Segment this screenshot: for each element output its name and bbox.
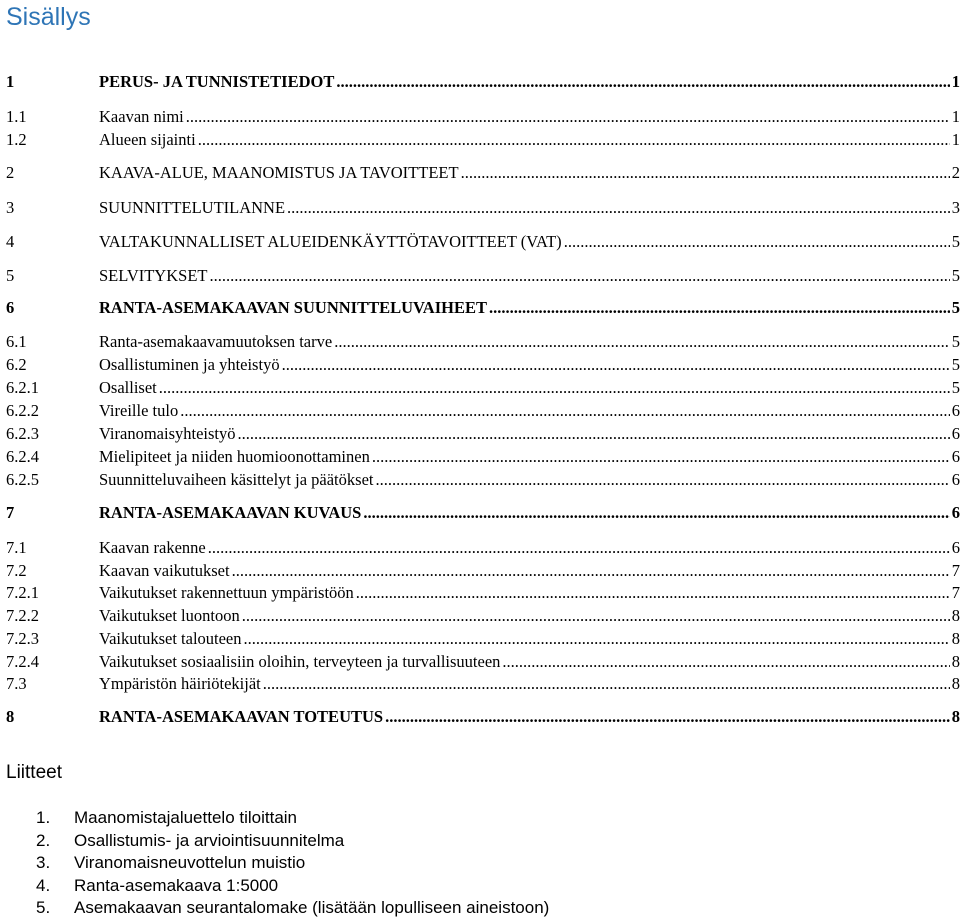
toc-entry-number: 5 <box>6 266 15 285</box>
toc-entry-title: RANTA-ASEMAKAAVAN SUUNNITTELUVAIHEET <box>99 298 487 317</box>
toc-entry[interactable] <box>6 652 960 674</box>
toc-leader-dots <box>363 503 949 523</box>
toc-entry-title: RANTA-ASEMAKAAVAN TOTEUTUS <box>99 707 384 726</box>
toc-entry-number: 6.2.3 <box>6 424 39 443</box>
toc-entry[interactable] <box>6 355 960 377</box>
toc-entry-number: 7.2.4 <box>6 652 39 671</box>
toc-entry-title: Vaikutukset rakennettuun ympäristöön <box>99 583 354 602</box>
toc-entry-number: 6 <box>6 298 15 317</box>
toc-entry-page: 8 <box>951 629 960 648</box>
toc-leader-dots <box>180 401 950 421</box>
toc-entry[interactable] <box>6 163 960 185</box>
toc-entry-number: 1.1 <box>6 107 27 126</box>
toc-entry-page: 8 <box>951 606 960 625</box>
toc-entry[interactable] <box>6 629 960 651</box>
toc-leader-dots <box>336 72 949 92</box>
toc-entry-page: 5 <box>951 332 960 351</box>
attachment-item <box>36 898 549 921</box>
toc-entry[interactable] <box>6 401 960 423</box>
toc-entry-page: 5 <box>951 378 960 397</box>
toc-entry-number: 7.2.3 <box>6 629 39 648</box>
attachments-heading: Liitteet <box>6 762 62 783</box>
toc-entry[interactable] <box>6 707 960 729</box>
toc-entry[interactable] <box>6 198 960 220</box>
toc-entry-page: 7 <box>951 583 960 602</box>
toc-entry-page: 6 <box>951 401 960 420</box>
toc-entry-number: 7.3 <box>6 674 27 693</box>
toc-entry-number: 6.2.5 <box>6 470 39 489</box>
toc-leader-dots <box>461 163 950 183</box>
toc-entry[interactable] <box>6 674 960 696</box>
toc-leader-dots <box>238 424 950 444</box>
toc-entry-number: 1.2 <box>6 130 27 149</box>
toc-entry[interactable] <box>6 298 960 320</box>
toc-entry[interactable] <box>6 130 960 152</box>
toc-entry-title: Kaavan nimi <box>99 107 184 126</box>
toc-leader-dots <box>186 107 950 127</box>
toc-entry[interactable] <box>6 583 960 605</box>
toc-entry-page: 6 <box>951 447 960 466</box>
toc-entry-page: 6 <box>951 538 960 557</box>
toc-entry-page: 2 <box>951 163 960 182</box>
toc-entry-number: 6.1 <box>6 332 27 351</box>
toc-entry-title: Viranomaisyhteistyö <box>99 424 236 443</box>
toc-entry-title: Osalliset <box>99 378 157 397</box>
toc-leader-dots <box>502 652 949 672</box>
toc-entry[interactable] <box>6 606 960 628</box>
toc-leader-dots <box>209 266 949 286</box>
attachment-number: 1. <box>36 808 51 827</box>
attachment-title: Asemakaavan seurantalomake (lisätään lopulliseen aineistoon) <box>74 898 550 917</box>
toc-entry-title: SUUNNITTELUTILANNE <box>99 198 286 217</box>
attachment-number: 2. <box>36 830 51 850</box>
toc-entry-number: 7.1 <box>6 538 27 557</box>
toc-leader-dots <box>198 130 950 150</box>
toc-entry[interactable] <box>6 72 960 94</box>
toc-leader-dots <box>287 198 950 218</box>
toc-entry[interactable] <box>6 424 960 446</box>
toc-entry[interactable] <box>6 538 960 560</box>
toc-leader-dots <box>208 538 950 558</box>
attachment-item <box>36 808 549 831</box>
toc-leader-dots <box>489 298 950 318</box>
toc-entry-number: 6.2 <box>6 355 27 374</box>
toc-entry-page: 1 <box>951 107 960 126</box>
attachments-list <box>36 808 549 921</box>
toc-entry-page: 1 <box>951 130 960 149</box>
toc-entry-number: 7.2.1 <box>6 583 39 602</box>
toc-entry[interactable] <box>6 378 960 400</box>
toc-entry-page: 3 <box>951 198 960 217</box>
toc-leader-dots <box>375 470 949 490</box>
toc-entry-number: 3 <box>6 198 15 217</box>
toc-entry-title: Kaavan rakenne <box>99 538 206 557</box>
attachment-item <box>36 831 549 854</box>
toc-entry-page: 6 <box>951 470 960 489</box>
toc-entry-page: 5 <box>951 232 960 251</box>
toc-entry-page: 6 <box>951 503 960 522</box>
toc-entry-number: 8 <box>6 707 15 726</box>
attachment-item <box>36 876 549 899</box>
toc-entry-page: 5 <box>951 298 960 317</box>
toc-entry-title: Vaikutukset talouteen <box>99 629 242 648</box>
toc-entry-number: 6.2.4 <box>6 447 39 466</box>
toc-leader-dots <box>263 674 950 694</box>
toc-leader-dots <box>372 447 950 467</box>
toc-entry-page: 1 <box>951 72 960 91</box>
toc-leader-dots <box>244 629 950 649</box>
attachment-number: 3. <box>36 853 51 872</box>
toc-entry[interactable] <box>6 232 960 254</box>
toc-entry-number: 6.2.2 <box>6 401 39 420</box>
toc-entry-number: 6.2.1 <box>6 378 39 397</box>
toc-entry-page: 5 <box>951 355 960 374</box>
attachment-title: Maanomistajaluettelo tiloittain <box>74 808 298 827</box>
toc-entry-page: 5 <box>951 266 960 285</box>
toc-entry[interactable] <box>6 470 960 492</box>
toc-entry[interactable] <box>6 107 960 129</box>
toc-entry-title: Alueen sijainti <box>99 130 196 149</box>
attachment-title: Viranomaisneuvottelun muistio <box>74 853 306 872</box>
toc-entry-title: Vireille tulo <box>99 401 179 420</box>
attachment-number: 4. <box>36 875 51 895</box>
toc-leader-dots <box>282 355 950 375</box>
toc-entry-title: Kaavan vaikutukset <box>99 561 230 580</box>
toc-entry-number: 2 <box>6 163 15 182</box>
toc-entry-title: Ympäristön häiriötekijät <box>99 674 261 693</box>
toc-leader-dots <box>334 332 950 352</box>
toc-entry-title: Mielipiteet ja niiden huomioonottaminen <box>99 447 370 466</box>
attachment-title: Osallistumis- ja arviointisuunnitelma <box>74 830 345 850</box>
toc-leader-dots <box>242 606 950 626</box>
toc-entry-page: 6 <box>951 424 960 443</box>
toc-entry-page: 7 <box>951 561 960 580</box>
toc-entry-title: PERUS- JA TUNNISTETIEDOT <box>99 72 335 91</box>
toc-entry-number: 1 <box>6 72 15 91</box>
toc-leader-dots <box>385 707 950 727</box>
toc-entry[interactable] <box>6 503 960 525</box>
toc-entry-title: Vaikutukset sosiaalisiin oloihin, terveyteen ja turvallisuuteen <box>99 652 501 671</box>
attachment-item <box>36 853 549 876</box>
toc-leader-dots <box>356 583 950 603</box>
toc-entry[interactable] <box>6 332 960 354</box>
toc-entry-title: Suunnitteluvaiheen käsittelyt ja päätökset <box>99 470 374 489</box>
toc-entry-number: 7 <box>6 503 15 522</box>
toc-entry-title: SELVITYKSET <box>99 266 208 285</box>
toc-entry-title: Vaikutukset luontoon <box>99 606 240 625</box>
toc-entry-page: 8 <box>951 674 960 693</box>
toc-entry-title: VALTAKUNNALLISET ALUEIDENKÄYTTÖTAVOITTEET (VAT) <box>99 232 562 251</box>
toc-heading: Sisällys <box>6 3 91 31</box>
toc-entry-number: 7.2.2 <box>6 606 39 625</box>
toc-entry-title: Osallistuminen ja yhteistyö <box>99 355 280 374</box>
toc-entry[interactable] <box>6 561 960 583</box>
toc-entry-page: 8 <box>951 707 960 726</box>
toc-leader-dots <box>159 378 950 398</box>
toc-leader-dots <box>232 561 950 581</box>
toc-entry-number: 7.2 <box>6 561 27 580</box>
toc-entry[interactable] <box>6 266 960 288</box>
toc-entry[interactable] <box>6 447 960 469</box>
toc-entry-title: Ranta-asemakaavamuutoksen tarve <box>99 332 333 351</box>
toc-entry-title: RANTA-ASEMAKAAVAN KUVAUS <box>99 503 362 522</box>
attachment-title: Ranta-asemakaava 1:5000 <box>74 875 279 895</box>
toc-leader-dots <box>564 232 950 252</box>
toc-entry-title: KAAVA-ALUE, MAANOMISTUS JA TAVOITTEET <box>99 163 459 182</box>
toc-entry-number: 4 <box>6 232 15 251</box>
attachment-number: 5. <box>36 898 51 917</box>
toc-entry-page: 8 <box>951 652 960 671</box>
